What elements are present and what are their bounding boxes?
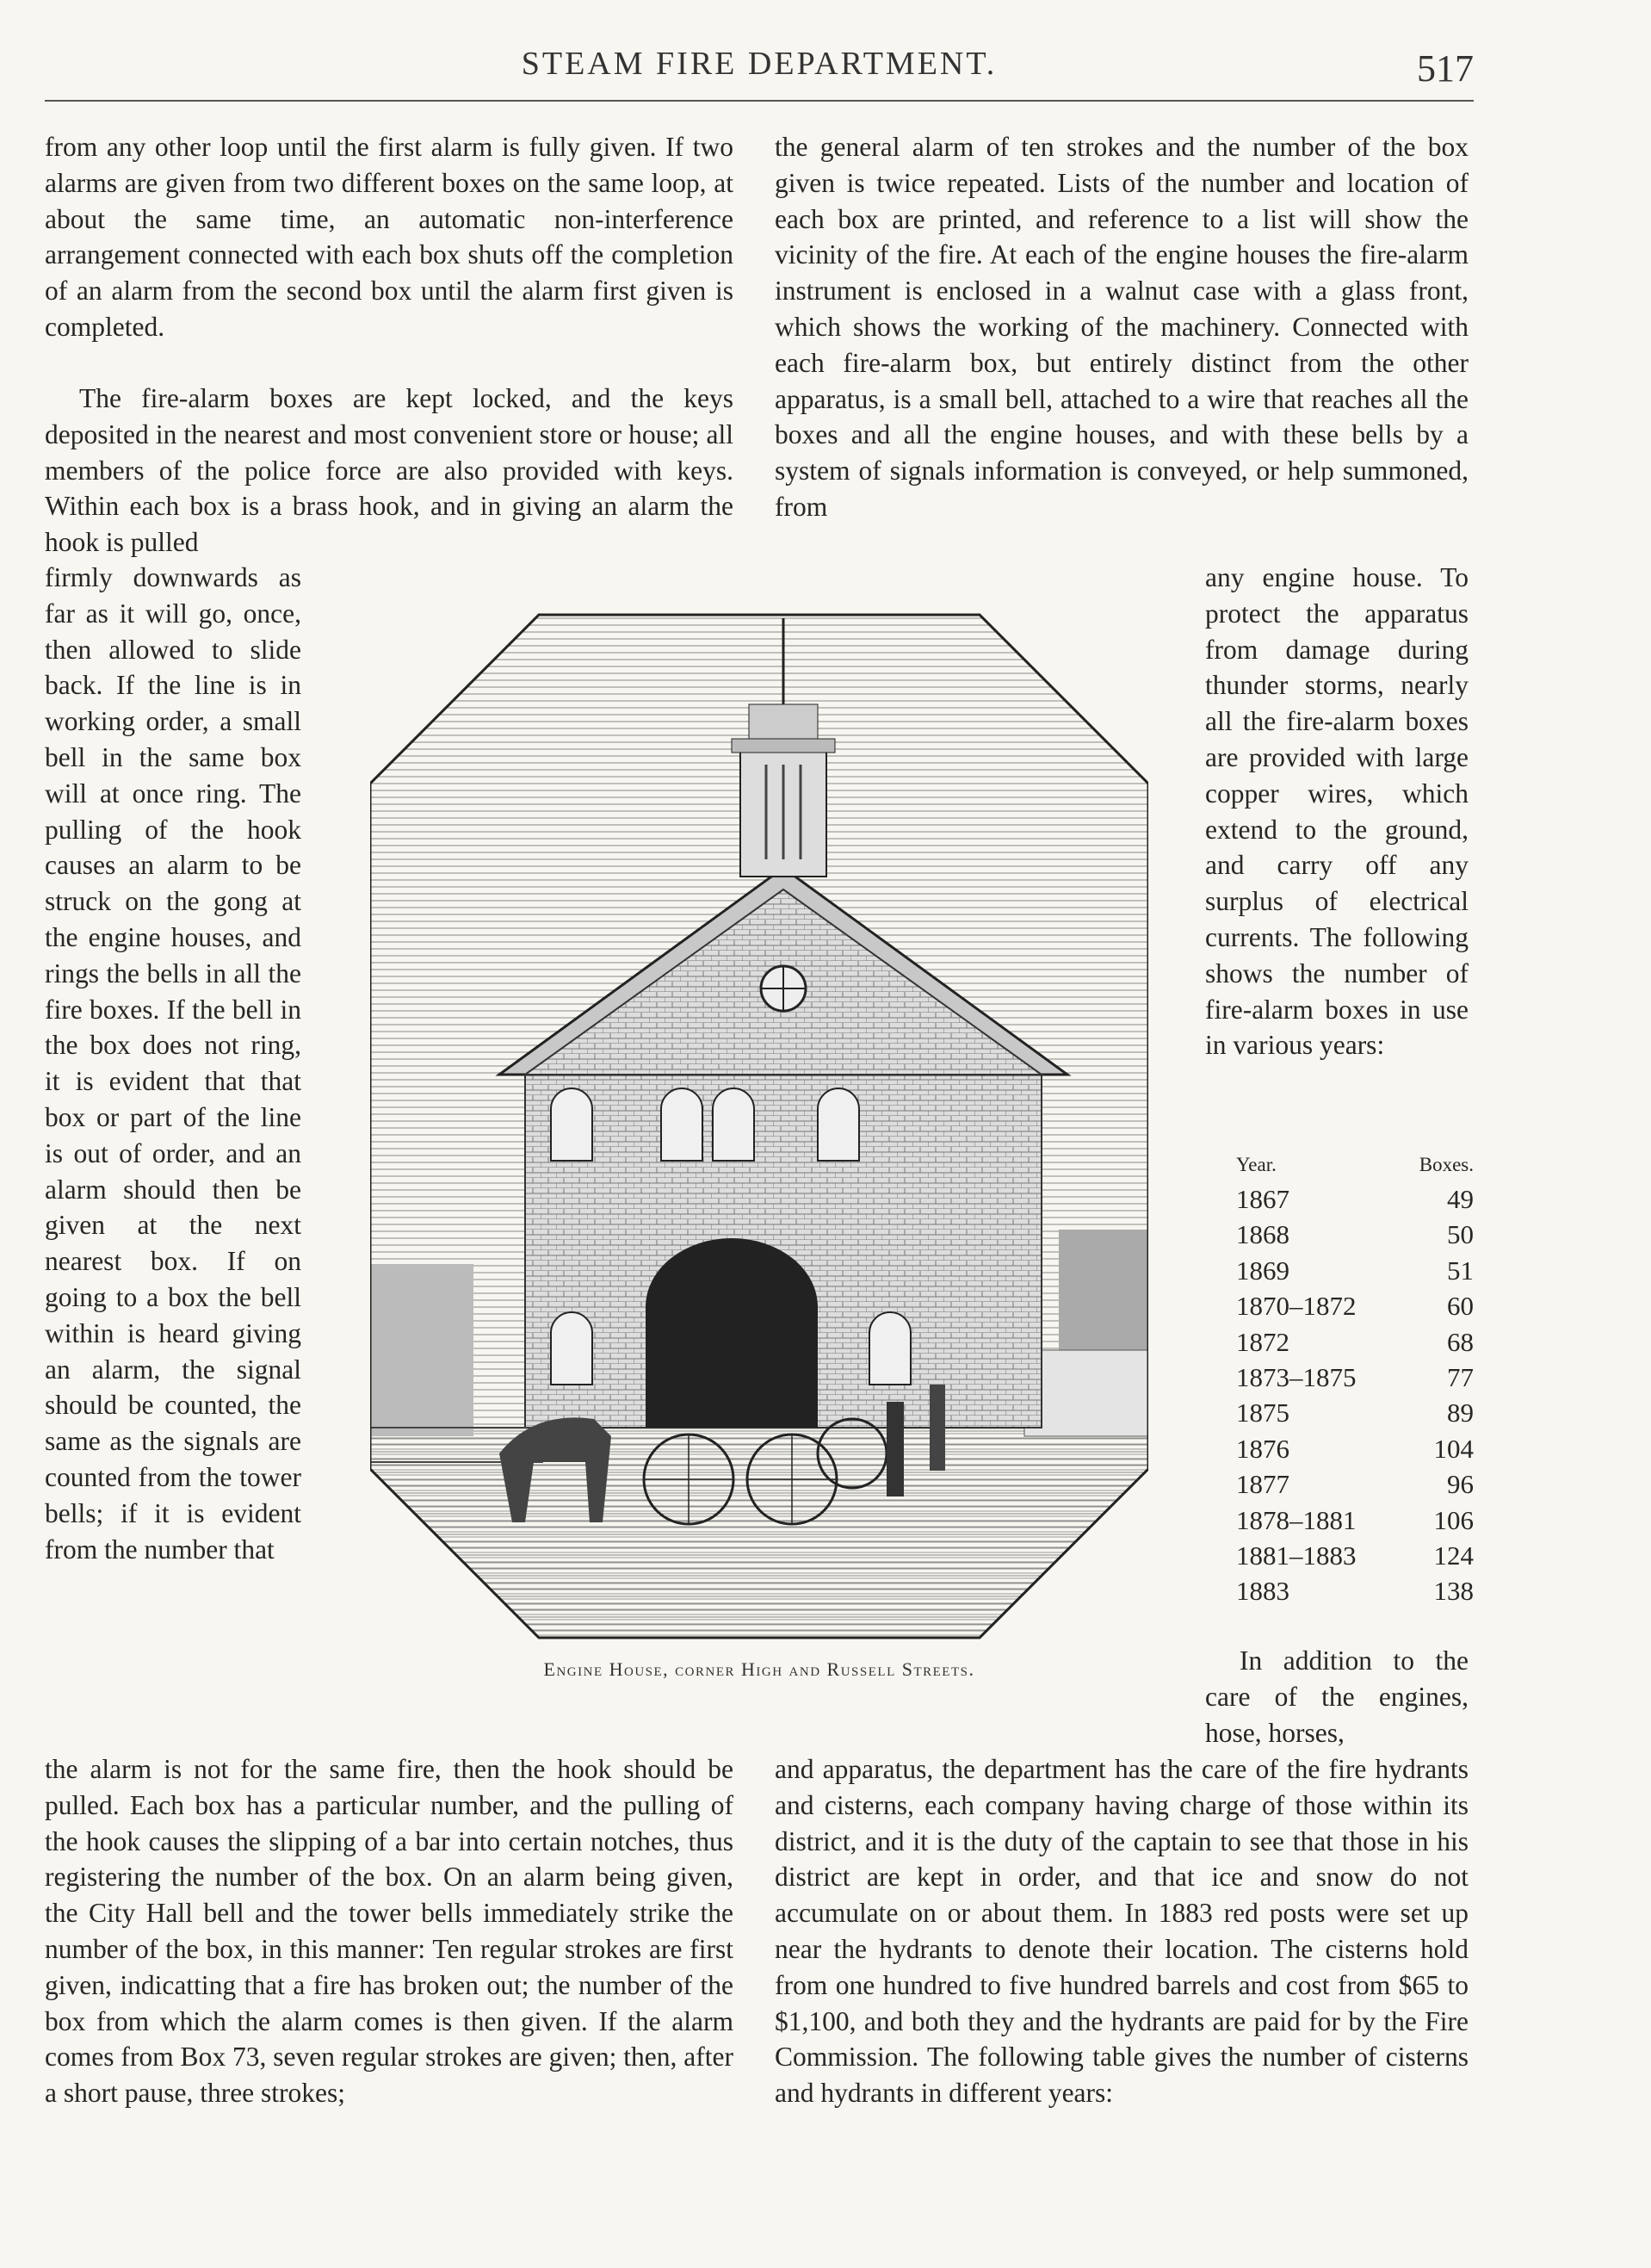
table-row [1236, 1360, 1474, 1395]
col-year: Year. [1236, 1154, 1277, 1175]
boxes-cell: 77 [1447, 1362, 1474, 1393]
table-row [1236, 1395, 1474, 1430]
paragraph-right-narrow: any engine house. To protect the apparatus from damage during thunder storms, nearly all the fire-alarm boxes are provided with large copper wires, which extend to the ground, and carry off any surplus of electrical currents. The following shows the number of fire-alarm boxes in use in various years: [1205, 562, 1469, 1061]
table-row [1236, 1253, 1474, 1288]
table-header [1236, 1154, 1474, 1176]
year-cell: 1870–1872 [1236, 1291, 1357, 1322]
year-cell: 1881–1883 [1236, 1540, 1357, 1571]
year-cell: 1877 [1236, 1469, 1289, 1500]
page-header [45, 45, 1474, 98]
boxes-cell: 60 [1447, 1291, 1474, 1322]
paragraph-right-upper: the general alarm of ten strokes and the number of the box given is twice repeated. Lists of the number and location of each box are printed, and reference to a list will show the vicinity of the fire. At each of the engine houses the fire-alarm instrument is enclosed in a walnut case with a glass front, which shows the working of the machinery. Connected with each fire-alarm box, but entirely distinct from the other apparatus, is a small bell, attached to a wire that reaches all the boxes and all the engine houses, and with these bells by a system of signals information is conveyed, or help summoned, from [775, 132, 1469, 522]
caption-text: Engine House, corner High and Russell Streets. [543, 1658, 975, 1680]
year-cell: 1872 [1236, 1326, 1289, 1357]
boxes-cell: 104 [1433, 1433, 1474, 1464]
boxes-cell: 50 [1447, 1219, 1474, 1250]
table-row [1236, 1288, 1474, 1323]
boxes-cell: 106 [1433, 1504, 1474, 1535]
running-title: STEAM FIRE DEPARTMENT. [521, 46, 998, 82]
table-row [1236, 1573, 1474, 1608]
year-cell: 1869 [1236, 1255, 1289, 1286]
boxes-cell: 51 [1447, 1255, 1474, 1286]
year-cell: 1878–1881 [1236, 1504, 1357, 1535]
paragraph-continued: from any other loop until the first alarm is fully given. If two alarms are given from two different boxes on the same loop, at about the same time, an automatic non-interference arrangement connected with each box shuts off the completion of an alarm from the second box until the alarm first given is completed. [45, 132, 733, 342]
paragraph-left-narrow: firmly downwards as far as it will go, once, then allowed to slide back. If the line is in working order, a small bell in the same box will at once ring. The pulling of the hook causes an alarm to be struck on the gong at the engine houses, and rings the bells in all the fire boxes. If the bell in the box does not ring, it is evident that that box or part of the line is out of order, and an alarm should then be given at the next nearest box. If on going to a box the bell within is heard giving an alarm, the signal should be counted, the same as the signals are counted from the tower bells; if it is evident from the number that [45, 562, 301, 1565]
figure-caption [370, 1658, 1148, 1681]
table-row [1236, 1217, 1474, 1252]
fire-alarm-boxes-table [1236, 1154, 1474, 1609]
boxes-cell: 124 [1433, 1540, 1474, 1571]
table-row [1236, 1466, 1474, 1502]
engine-house-illustration [370, 610, 1148, 1643]
page-number: 517 [1417, 47, 1474, 90]
paragraph-left-lower: the alarm is not for the same fire, then the hook should be pulled. Each box has a particular number, and the pulling of the hook causes the slipping of a bar into certain notches, thus registering the number of the box. On an alarm being given, the City Hall bell and the tower bells immediately strike the number of the box, in this manner: Ten regular strokes are first given, indicatting that a fire has broken out; the number of the box from which the alarm comes is then given. If the alarm comes from Box 73, seven regular strokes are given; then, after a short pause, three strokes; [45, 1754, 733, 2109]
boxes-cell: 49 [1447, 1184, 1474, 1214]
paragraph-fire-alarm-boxes: The fire-alarm boxes are kept locked, and the keys deposited in the nearest and most convenient store or house; all members of the police force are also provided with keys. Within each box is a brass hook, and in giving an alarm the hook is pulled [45, 383, 733, 558]
year-cell: 1875 [1236, 1397, 1289, 1428]
table-row [1236, 1503, 1474, 1538]
boxes-cell: 96 [1447, 1469, 1474, 1500]
boxes-cell: 89 [1447, 1397, 1474, 1428]
year-cell: 1867 [1236, 1184, 1289, 1214]
year-cell: 1883 [1236, 1576, 1289, 1607]
boxes-cell: 138 [1433, 1576, 1474, 1607]
year-cell: 1876 [1236, 1433, 1289, 1464]
table-row [1236, 1181, 1474, 1217]
table-row [1236, 1324, 1474, 1360]
col-boxes: Boxes. [1419, 1154, 1474, 1175]
boxes-cell: 68 [1447, 1326, 1474, 1357]
year-cell: 1873–1875 [1236, 1362, 1357, 1393]
engraving-svg [370, 610, 1148, 1643]
year-cell: 1868 [1236, 1219, 1289, 1250]
paragraph-right-lower: and apparatus, the department has the care of the fire hydrants and cisterns, each company having charge of those within its district, and it is the duty of the captain to see that those in his district are kept in order, and that ice and snow do not accumulate on or about them. In 1883 red posts were set up near the hydrants to denote their location. The cisterns hold from one hundred to five hundred barrels and cost from $65 to $1,100, and both they and the hydrants are paid for by the Fire Commission. The following table gives the number of cisterns and hydrants in different years: [775, 1754, 1469, 2109]
paragraph-right-narrow-2: In addition to the care of the engines, hose, horses, [1205, 1645, 1469, 1748]
header-rule [45, 100, 1474, 102]
table-row [1236, 1431, 1474, 1466]
table-row [1236, 1538, 1474, 1573]
